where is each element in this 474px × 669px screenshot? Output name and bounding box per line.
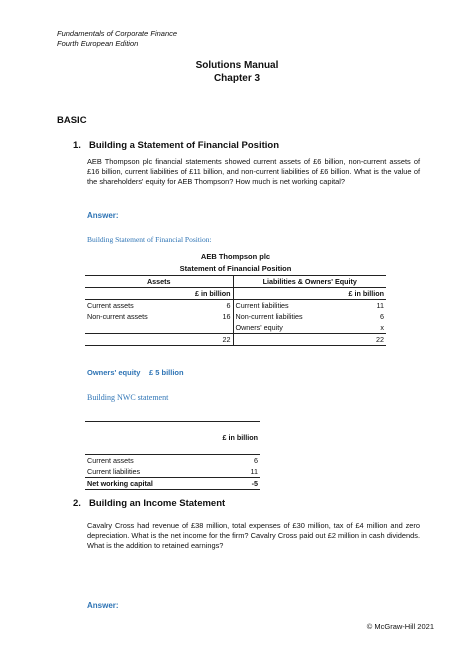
- table-row: Current assets 6 Current liabilities 11: [87, 301, 384, 310]
- basic-section-label: BASIC: [57, 115, 87, 126]
- sofp-table: [85, 275, 386, 346]
- liabilities-total: 22: [343, 334, 386, 346]
- question-2-text: Cavalry Cross had revenue of £38 million, total expenses of £30 million, tax of £4 million and zero depreciation. What is the net income for the firm? Cavalry Cross paid out £2 million in cash dividends. What is the addition to retained earnings?: [87, 521, 420, 551]
- equity-answer-value: £ 5 billion: [149, 368, 184, 377]
- question-2-number: 2.: [73, 498, 81, 509]
- table-row: Owners' equity x: [85, 322, 386, 334]
- nwc-caption: Building NWC statement: [87, 393, 169, 402]
- nwc-unit: £ in billion: [205, 422, 260, 455]
- nwc-total-value: -5: [205, 478, 260, 490]
- nwc-table: [85, 421, 260, 490]
- liabilities-unit: £ in billion: [343, 288, 386, 300]
- answer-1-label: Answer:: [87, 211, 119, 220]
- sofp-total-row: [85, 334, 386, 346]
- question-1-text: AEB Thompson plc financial statements showed current assets of £6 billion, non-current assets of £16 billion, current liabilities of £11 billion, and non-current liabilities of £6 billion. What is the value of the shareholders' equity for AEB Thompson? How much is net working capital?: [87, 157, 420, 187]
- liabilities-header: Liabilities & Owners' Equity: [233, 276, 386, 288]
- table-row: Non-current assets 16 Non-current liabilities 6: [87, 312, 384, 321]
- assets-total: 22: [185, 334, 233, 346]
- sofp-header-row: [85, 276, 386, 288]
- sofp-statement-title: Statement of Financial Position: [179, 264, 292, 273]
- question-1-number: 1.: [73, 140, 81, 151]
- assets-unit: £ in billion: [185, 288, 233, 300]
- sofp-caption: Building Statement of Financial Position:: [87, 235, 212, 244]
- sofp-company: AEB Thompson plc: [200, 252, 271, 261]
- edition-label: Fourth European Edition: [57, 39, 139, 48]
- nwc-total-row: [85, 478, 260, 490]
- sofp-table-wrapper: [85, 251, 386, 346]
- question-2-heading: Building an Income Statement: [89, 498, 226, 509]
- answer-2-label: Answer:: [87, 601, 119, 610]
- table-row: Current assets 6: [87, 456, 258, 465]
- book-title: Fundamentals of Corporate Finance: [57, 29, 178, 38]
- copyright-footer: © McGraw-Hill 2021: [366, 622, 434, 631]
- chapter-title: Chapter 3: [213, 73, 261, 84]
- sofp-unit-row: [85, 288, 386, 300]
- assets-header: Assets: [85, 276, 233, 288]
- nwc-unit-row: [85, 422, 260, 455]
- nwc-total-label: Net working capital: [85, 478, 205, 490]
- page-title: Solutions Manual: [195, 60, 279, 71]
- question-1-heading: Building a Statement of Financial Position: [89, 140, 280, 151]
- table-row: Current liabilities 11: [87, 467, 258, 476]
- equity-answer-label: Owners' equity: [87, 368, 141, 377]
